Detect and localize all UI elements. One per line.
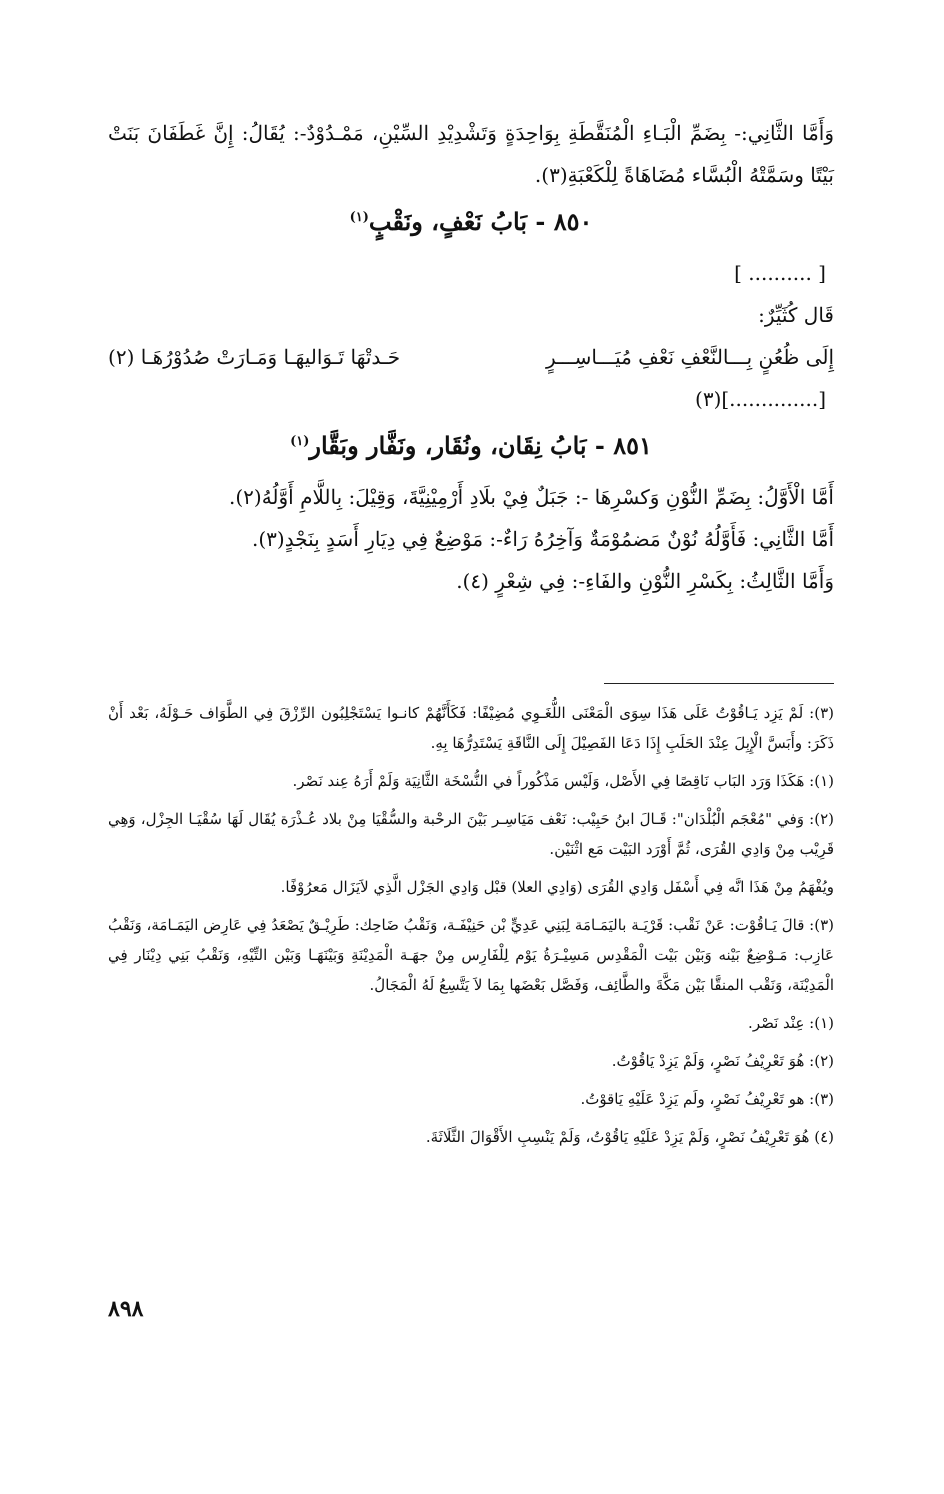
footnote: (٢): هُوَ تَعْرِيْفُ نَصْرٍ، وَلَمْ يَزِدْ يَاقُوْتُ. xyxy=(611,1052,834,1070)
footnote: ويُفْهَمُ مِنْ هَذَا انَّه فِي أَسْفَل وَادِي القُرَى (وَادِي العلا) قبْل وَادِي الجَزْل الَّذِي لاَيَزَال مَعرُوْفًا. xyxy=(280,878,834,896)
footnote: (٢): وَفي "مُعْجَم الْبُلْدَان": قَـالَ ابنُ حَبِيْب: نَعْف مَيَاسِـر بَيْنَ الرحْبة والسُّقْيَا مِنْ بلاد عُـذْرَة يُقَال لَهَا سُقْيَـا الجِزْل، وَهِي قَرِيْب مِنْ وَادِي القُرَى، ثُمَّ أَوْرَد البَيْت مَع اثْنَيْن. xyxy=(108,810,834,858)
entry-third: وَأَمَّا الثَّالِثُ: بِكَسْرِ النُّوْنِ والفَاءِ-: فِي شِعْرٍ (٤). xyxy=(456,569,834,593)
lacuna-marker-2: [..............](٣) xyxy=(695,387,826,411)
opening-paragraph: وَأَمَّا الثَّانِي:- بِضَمِّ الْبَـاءِ الْمُنَقَّطَةِ بِوَاحِدَةٍ وَتَشْدِيْدِ السِّيْنِ، مَمْـدُوْدٌ-: يُقَالُ: إِنَّ غَطَفَانَ بَنَتْ بَيْتًا وسَمَّتْهُ الْبُسَّاء مُضَاهَاةً لِلْكَعْبَةِ(٣). xyxy=(108,121,834,187)
footnotes xyxy=(108,698,834,1160)
section-heading-850 xyxy=(108,200,834,244)
heading-851-text: ٨٥١ - بَابُ نِقَان، ونُقَار، ونَفَّار وبَقَّار xyxy=(309,431,652,460)
footnote: (١): عِنْد نَصْر. xyxy=(748,1014,834,1032)
footnote: (٣): هو تَعْرِيْفُ نَصْرٍ، ولَم يَزِدْ عَلَيْهِ يَاقوْتُ. xyxy=(580,1090,834,1108)
heading-851-footnote-ref: (١) xyxy=(290,434,310,449)
entry-first: أَمَّا الْأَوَّلُ: بِضَمِّ النُّوْنِ وَكسْرِهَا -: جَبَلٌ فِيْ بلَادِ أَرْمِيْنِيَّةَ، وَقِيْلَ: بِاللَّامِ أَوَّلُهُ(٢). xyxy=(228,485,834,509)
section-heading-851 xyxy=(108,424,834,468)
verse-second-hemistich: حَـدتْهَا تَـوَاليهَـا وَمَـارَتْ صُدُوْرُهَـا (٢) xyxy=(108,345,401,369)
heading-850-footnote-ref: (١) xyxy=(349,210,369,225)
footnote: (١): هَكَذَا وَرَد البَاب نَاقِصًا فِي الأَصْل، وَلَيْس مَذْكُوراً في النُّسْخَة الثَّانِيَة وَلَمْ أَرَهُ عِند نَصْر. xyxy=(292,772,834,790)
page-number: ٨٩٨ xyxy=(108,1296,144,1322)
footnote-divider xyxy=(604,683,834,684)
entry-second: أَمَّا الثَّانِي: فَأَوَّلُهُ نُوْنٌ مَضمُوْمَةٌ وَآخِرُهُ رَاءٌ-: مَوْضِعٌ فِي دِيَارِ أَسَدٍ بِنَجْدٍ(٣). xyxy=(251,527,834,551)
verse-first-hemistich: إِلَى ظُعُنٍ بِـــالنَّعْفِ نَعْفِ مُيَـــاسِـــرٍ xyxy=(546,345,834,369)
footnote: (٣): قالَ يَـاقُوْت: عَنْ نَقْب: قَرْيَـة باليَمَـامَة لِبَنِي عَدِيٍّ بْن حَنِيْفَـة، وَنَقْبُ ضَاحِك: طَرِيْـقٌ يَصْعَدُ فِي عَارِض اليَمَـامَة، وَنَقْبُ عَازِب: مَـوْضِعٌ بَيْنه وَبَيْن بَيْت الْمَقْدِس مَسِيْـرَةُ يَوْم لِلْفَارِس مِنْ جهَـة الْمَدِيْنَةِ وَبَيْنَهَـا وَبَيْن التِّيْهِ، وَنَقْبُ بَنِي دِيْنَار فِي الْمَدِيْنَة، وَنَقْب المنقَّا بَيْن مَكَّةَ والطَّائِف، وَفَصَّل بَعْضَها بِمَا لاَ يَتَّسِعُ لَهُ الْمَجَالُ. xyxy=(108,916,834,994)
footnote: (٣): لَمْ يَزِد يَـاقُوْتُ عَلَى هَذَا سِوَى الْمَعْنَى اللُّغَـوِي مُضِيْفًا: فَكَأَنَّهُمْ كانـوا يَسْتَجْلِبُون الرِّزْقَ فِي الطَّوَاف حَـوْلَهُ، بَعْد أَنْ ذَكَرَ: وأَبَسَّ الْإِبِلَ عِنْدَ الحَلَبِ إِذَا دَعَا الفَصِيْلَ إِلَى النَّاقَةِ يَسْتَدِرُّهَا بِهِ. xyxy=(108,704,834,752)
poet-attribution: قَال كُثَيِّرٌ: xyxy=(758,303,834,327)
heading-850-text: ٨٥٠ - بَابُ نَعْفٍ، ونَقْبٍ xyxy=(368,207,593,236)
poetry-verse xyxy=(108,336,834,378)
lacuna-marker: [ .......... ] xyxy=(734,261,826,285)
footnote: (٤) هُوَ تَعْرِيْفُ نَصْرٍ، وَلَمْ يَزِدْ عَلَيْهِ يَاقُوْتُ، وَلَمْ يَنْسِبِ الأَقْوَالَ الثَّلَاثَةَ. xyxy=(425,1128,834,1146)
main-text xyxy=(108,112,834,602)
